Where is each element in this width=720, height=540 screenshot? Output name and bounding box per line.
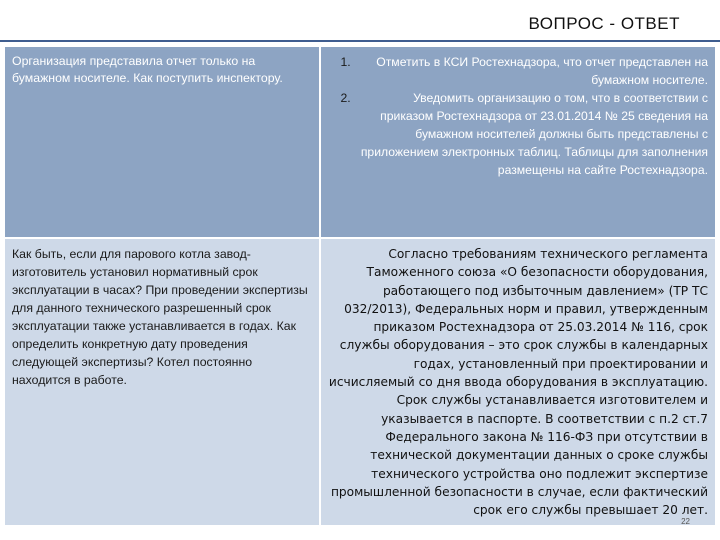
slide-title: ВОПРОС - ОТВЕТ xyxy=(528,14,680,33)
table-row xyxy=(5,239,715,525)
answer-list-item: 2. Уведомить организацию о том, что в соответствии с приказом Ростехнадзора от 23.01.2014 № 25 сведения на бумажном носителей должны быть представлены с приложением электронных таблиц. Таблицы для заполнения размещены на сайте Ростехнадзора. xyxy=(354,89,708,179)
question-cell-2: Как быть, если для парового котла завод-изготовитель установил нормативный срок эксплуатации в часах? При проведении экспертизы для данного технического разрешенный срок эксплуатации также устанавливается в годах. Как определить конкретную дату проведения следующей экспертизы? Котел постоянно находится в работе. xyxy=(5,239,319,525)
title-divider xyxy=(0,40,720,42)
answer-cell-2: Согласно требованиям технического регламента Таможенного союза «О безопасности оборудования, работающего под избыточным давлением» (ТР ТС 032/2013), Федеральных норм и правил, утвержденным приказом Ростехнадзора от 25.03.2014 № 116, срок службы оборудования – это срок службы в календарных годах, установленный при проектировании и исчисляемый со дня ввода оборудования в эксплуатацию. Срок службы устанавливается изготовителем и указывается в паспорте. В соответствии с п.2 ст.7 Федерального закона № 116-ФЗ при отсутствии в технической документации данных о сроке службы технического устройства оно подлежит экспертизе промышленной безопасности в случае, если фактический срок его службы превышает 20 лет. xyxy=(321,239,715,525)
answer-cell-1 xyxy=(321,47,715,237)
answer-list-item: 1. Отметить в КСИ Ростехнадзора, что отчет представлен на бумажном носителе. xyxy=(354,53,708,89)
table-row xyxy=(5,47,715,237)
page-number: 22 xyxy=(681,517,690,526)
question-cell-1: Организация представила отчет только на бумажном носителе. Как поступить инспектору. xyxy=(5,47,319,237)
answer-list xyxy=(328,53,708,179)
qa-table xyxy=(3,45,717,527)
